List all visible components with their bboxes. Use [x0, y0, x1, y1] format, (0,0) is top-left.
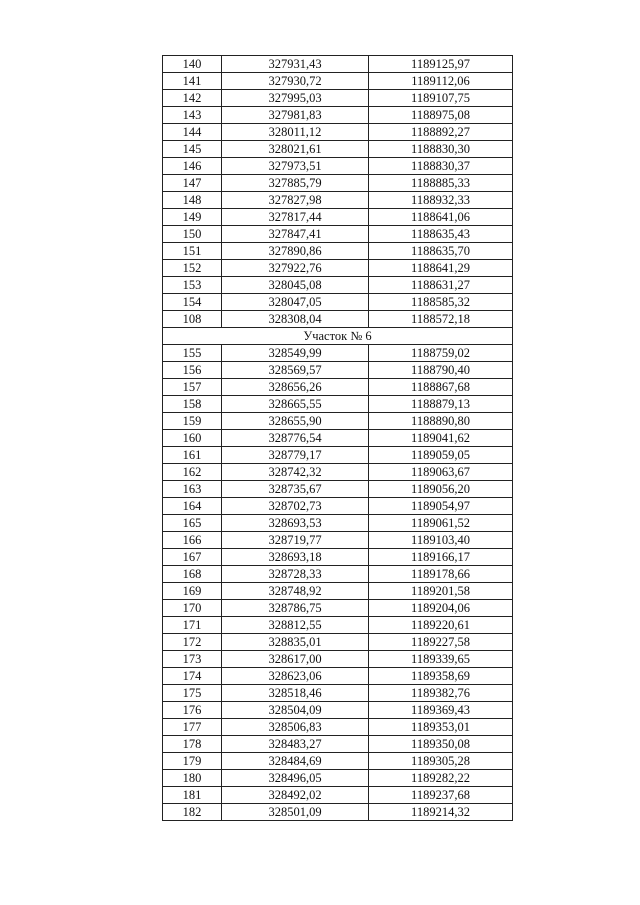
x-coordinate-cell: 328719,77: [222, 532, 369, 549]
point-number-cell: 149: [163, 209, 222, 226]
point-number-cell: 175: [163, 685, 222, 702]
y-coordinate-cell: 1189353,01: [369, 719, 513, 736]
point-number-cell: 172: [163, 634, 222, 651]
y-coordinate-cell: 1188890,80: [369, 413, 513, 430]
table-row: [163, 73, 513, 90]
point-number-cell: 161: [163, 447, 222, 464]
section-header-group: [163, 328, 513, 345]
point-number-cell: 174: [163, 668, 222, 685]
point-number-cell: 176: [163, 702, 222, 719]
x-coordinate-cell: 328011,12: [222, 124, 369, 141]
y-coordinate-cell: 1188830,37: [369, 158, 513, 175]
y-coordinate-cell: 1189220,61: [369, 617, 513, 634]
y-coordinate-cell: 1189107,75: [369, 90, 513, 107]
point-number-cell: 146: [163, 158, 222, 175]
table-row: [163, 277, 513, 294]
x-coordinate-cell: 328021,61: [222, 141, 369, 158]
x-coordinate-cell: 328045,08: [222, 277, 369, 294]
point-number-cell: 163: [163, 481, 222, 498]
section-header-row: [163, 328, 513, 345]
x-coordinate-cell: 328492,02: [222, 787, 369, 804]
y-coordinate-cell: 1188641,29: [369, 260, 513, 277]
y-coordinate-cell: 1189339,65: [369, 651, 513, 668]
table-row: [163, 549, 513, 566]
x-coordinate-cell: 327890,86: [222, 243, 369, 260]
x-coordinate-cell: 328483,27: [222, 736, 369, 753]
table-row: [163, 107, 513, 124]
point-number-cell: 170: [163, 600, 222, 617]
point-number-cell: 158: [163, 396, 222, 413]
x-coordinate-cell: 328308,04: [222, 311, 369, 328]
x-coordinate-cell: 328518,46: [222, 685, 369, 702]
table-row: [163, 719, 513, 736]
point-number-cell: 152: [163, 260, 222, 277]
point-number-cell: 173: [163, 651, 222, 668]
point-number-cell: 153: [163, 277, 222, 294]
x-coordinate-cell: 328623,06: [222, 668, 369, 685]
table-row: [163, 736, 513, 753]
table-row: [163, 532, 513, 549]
y-coordinate-cell: 1188932,33: [369, 192, 513, 209]
point-number-cell: 141: [163, 73, 222, 90]
y-coordinate-cell: 1189350,08: [369, 736, 513, 753]
y-coordinate-cell: 1189054,97: [369, 498, 513, 515]
point-number-cell: 171: [163, 617, 222, 634]
point-number-cell: 147: [163, 175, 222, 192]
table-row: [163, 260, 513, 277]
x-coordinate-cell: 328569,57: [222, 362, 369, 379]
point-number-cell: 157: [163, 379, 222, 396]
y-coordinate-cell: 1188867,68: [369, 379, 513, 396]
table-row: [163, 464, 513, 481]
table-row: [163, 226, 513, 243]
y-coordinate-cell: 1189204,06: [369, 600, 513, 617]
y-coordinate-cell: 1188641,06: [369, 209, 513, 226]
y-coordinate-cell: 1189061,52: [369, 515, 513, 532]
x-coordinate-cell: 327817,44: [222, 209, 369, 226]
y-coordinate-cell: 1188830,30: [369, 141, 513, 158]
table-row: [163, 787, 513, 804]
point-number-cell: 180: [163, 770, 222, 787]
point-number-cell: 140: [163, 56, 222, 73]
table-row: [163, 158, 513, 175]
y-coordinate-cell: 1188892,27: [369, 124, 513, 141]
x-coordinate-cell: 328504,09: [222, 702, 369, 719]
table-row: [163, 617, 513, 634]
x-coordinate-cell: 328812,55: [222, 617, 369, 634]
table-row: [163, 396, 513, 413]
table-row: [163, 753, 513, 770]
table-row: [163, 447, 513, 464]
point-number-cell: 143: [163, 107, 222, 124]
y-coordinate-cell: 1189112,06: [369, 73, 513, 90]
table-row: [163, 498, 513, 515]
table-row: [163, 804, 513, 821]
y-coordinate-cell: 1189103,40: [369, 532, 513, 549]
x-coordinate-cell: 328484,69: [222, 753, 369, 770]
point-number-cell: 165: [163, 515, 222, 532]
table-row: [163, 90, 513, 107]
x-coordinate-cell: 328779,17: [222, 447, 369, 464]
point-number-cell: 145: [163, 141, 222, 158]
y-coordinate-cell: 1189358,69: [369, 668, 513, 685]
x-coordinate-cell: 327981,83: [222, 107, 369, 124]
table-row: [163, 430, 513, 447]
x-coordinate-cell: 328617,00: [222, 651, 369, 668]
y-coordinate-cell: 1188635,70: [369, 243, 513, 260]
table-row: [163, 311, 513, 328]
table-row: [163, 651, 513, 668]
point-number-cell: 155: [163, 345, 222, 362]
y-coordinate-cell: 1189227,58: [369, 634, 513, 651]
point-number-cell: 159: [163, 413, 222, 430]
y-coordinate-cell: 1189125,97: [369, 56, 513, 73]
x-coordinate-cell: 327931,43: [222, 56, 369, 73]
y-coordinate-cell: 1189237,68: [369, 787, 513, 804]
coordinates-table: [162, 55, 513, 821]
table-row: [163, 379, 513, 396]
table-row: [163, 243, 513, 260]
x-coordinate-cell: 328735,67: [222, 481, 369, 498]
point-number-cell: 160: [163, 430, 222, 447]
y-coordinate-cell: 1188585,32: [369, 294, 513, 311]
y-coordinate-cell: 1188572,18: [369, 311, 513, 328]
x-coordinate-cell: 327885,79: [222, 175, 369, 192]
table-row: [163, 294, 513, 311]
table-row: [163, 124, 513, 141]
table-row: [163, 770, 513, 787]
table-row: [163, 583, 513, 600]
y-coordinate-cell: 1188759,02: [369, 345, 513, 362]
point-number-cell: 168: [163, 566, 222, 583]
table-row: [163, 566, 513, 583]
table-row: [163, 209, 513, 226]
point-number-cell: 177: [163, 719, 222, 736]
table-row: [163, 362, 513, 379]
y-coordinate-cell: 1189056,20: [369, 481, 513, 498]
point-number-cell: 162: [163, 464, 222, 481]
y-coordinate-cell: 1188975,08: [369, 107, 513, 124]
x-coordinate-cell: 327930,72: [222, 73, 369, 90]
x-coordinate-cell: 328742,32: [222, 464, 369, 481]
y-coordinate-cell: 1189041,62: [369, 430, 513, 447]
section-title: Участок № 6: [163, 328, 513, 345]
y-coordinate-cell: 1188879,13: [369, 396, 513, 413]
y-coordinate-cell: 1189063,67: [369, 464, 513, 481]
table-row: [163, 634, 513, 651]
table-row: [163, 481, 513, 498]
table-row: [163, 413, 513, 430]
y-coordinate-cell: 1189369,43: [369, 702, 513, 719]
x-coordinate-cell: 327847,41: [222, 226, 369, 243]
y-coordinate-cell: 1189282,22: [369, 770, 513, 787]
point-number-cell: 151: [163, 243, 222, 260]
table-row: [163, 56, 513, 73]
y-coordinate-cell: 1189214,32: [369, 804, 513, 821]
x-coordinate-cell: 328693,53: [222, 515, 369, 532]
y-coordinate-cell: 1189305,28: [369, 753, 513, 770]
x-coordinate-cell: 328655,90: [222, 413, 369, 430]
x-coordinate-cell: 328665,55: [222, 396, 369, 413]
table-row: [163, 685, 513, 702]
y-coordinate-cell: 1189382,76: [369, 685, 513, 702]
point-number-cell: 167: [163, 549, 222, 566]
x-coordinate-cell: 328501,09: [222, 804, 369, 821]
point-number-cell: 166: [163, 532, 222, 549]
coordinates-table-body-b: [163, 345, 513, 821]
x-coordinate-cell: 328776,54: [222, 430, 369, 447]
y-coordinate-cell: 1189178,66: [369, 566, 513, 583]
point-number-cell: 181: [163, 787, 222, 804]
x-coordinate-cell: 328656,26: [222, 379, 369, 396]
y-coordinate-cell: 1188790,40: [369, 362, 513, 379]
x-coordinate-cell: 327827,98: [222, 192, 369, 209]
table-row: [163, 668, 513, 685]
point-number-cell: 142: [163, 90, 222, 107]
x-coordinate-cell: 328693,18: [222, 549, 369, 566]
table-row: [163, 600, 513, 617]
x-coordinate-cell: 328506,83: [222, 719, 369, 736]
y-coordinate-cell: 1189059,05: [369, 447, 513, 464]
point-number-cell: 179: [163, 753, 222, 770]
point-number-cell: 108: [163, 311, 222, 328]
table-row: [163, 515, 513, 532]
point-number-cell: 148: [163, 192, 222, 209]
point-number-cell: 178: [163, 736, 222, 753]
point-number-cell: 150: [163, 226, 222, 243]
y-coordinate-cell: 1188885,33: [369, 175, 513, 192]
y-coordinate-cell: 1189201,58: [369, 583, 513, 600]
x-coordinate-cell: 327995,03: [222, 90, 369, 107]
table-row: [163, 192, 513, 209]
x-coordinate-cell: 328702,73: [222, 498, 369, 515]
x-coordinate-cell: 328549,99: [222, 345, 369, 362]
x-coordinate-cell: 328786,75: [222, 600, 369, 617]
y-coordinate-cell: 1189166,17: [369, 549, 513, 566]
x-coordinate-cell: 328728,33: [222, 566, 369, 583]
x-coordinate-cell: 328047,05: [222, 294, 369, 311]
coordinates-table-body-a: [163, 56, 513, 328]
y-coordinate-cell: 1188631,27: [369, 277, 513, 294]
x-coordinate-cell: 328835,01: [222, 634, 369, 651]
point-number-cell: 144: [163, 124, 222, 141]
x-coordinate-cell: 327922,76: [222, 260, 369, 277]
table-row: [163, 345, 513, 362]
point-number-cell: 169: [163, 583, 222, 600]
y-coordinate-cell: 1188635,43: [369, 226, 513, 243]
table-row: [163, 702, 513, 719]
point-number-cell: 154: [163, 294, 222, 311]
x-coordinate-cell: 328496,05: [222, 770, 369, 787]
table-row: [163, 175, 513, 192]
x-coordinate-cell: 327973,51: [222, 158, 369, 175]
point-number-cell: 156: [163, 362, 222, 379]
table-row: [163, 141, 513, 158]
point-number-cell: 164: [163, 498, 222, 515]
point-number-cell: 182: [163, 804, 222, 821]
x-coordinate-cell: 328748,92: [222, 583, 369, 600]
